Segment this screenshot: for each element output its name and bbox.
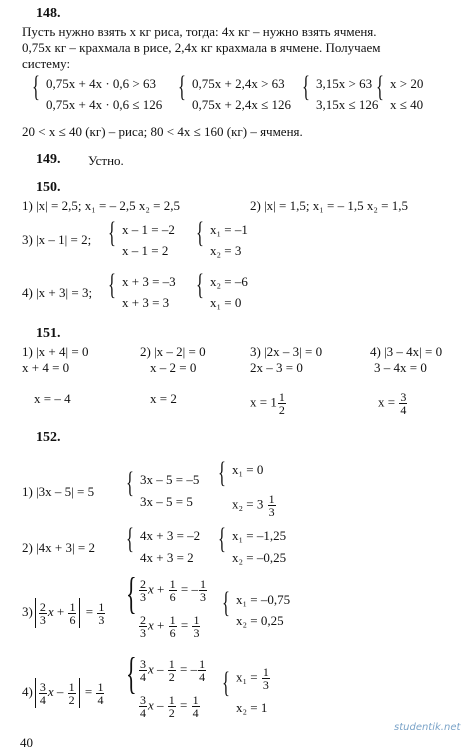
item4-root2: x₁ = 0 [210, 295, 242, 310]
problem-151-c1-step: x + 4 = 0 [22, 360, 70, 375]
system-2-line-b: 0,75x + 2,4x ≤ 126 [192, 97, 291, 112]
problem-152-e3: 3) $\frac{2}{3}$ x + $\frac{1}{6}$ = $\frac{1}{3}$ [22, 599, 105, 627]
system-brace: { [222, 666, 230, 699]
e1-eq1: 3x – 5 = –5 [140, 472, 200, 487]
problem-149-text: Устно. [88, 153, 124, 168]
e3-eq1: $\frac{2}{3}$ x + $\frac{1}{6}$ = – $\frac{1}{3}$ [140, 577, 206, 604]
system-brace: { [218, 456, 226, 489]
problem-148-line2: 0,75x кг – крахмала в рисе, 2,4x кг крахмала в ячмене. Получаем [22, 40, 381, 55]
problem-151-c3-eq: 3) |2x – 3| = 0 [250, 344, 323, 359]
system-brace: { [126, 522, 134, 555]
item3-eq1: x – 1 = –2 [122, 222, 175, 237]
item3-root1: x₁ = –1 [210, 222, 248, 237]
e1-eq2: 3x – 5 = 5 [140, 494, 193, 509]
problem-149-number: 149. [36, 152, 61, 167]
problem-150-item3: 3) |x – 1| = 2; [22, 232, 92, 247]
problem-151-c4-eq: 4) |3 – 4x| = 0 [370, 344, 443, 359]
item4-root1: x₂ = –6 [210, 274, 248, 289]
problem-148-number: 148. [36, 6, 61, 21]
problem-148-line3: систему: [22, 56, 71, 71]
e1-root1: x₁ = 0 [232, 462, 264, 477]
system-brace: { [126, 649, 137, 698]
item3-eq2: x – 1 = 2 [122, 243, 169, 258]
watermark: studentik.net [394, 722, 461, 733]
system-brace: { [108, 216, 116, 249]
problem-151-c2-eq: 2) |x – 2| = 0 [140, 344, 206, 359]
e2-eq1: 4x + 3 = –2 [140, 528, 201, 543]
system-brace: { [196, 268, 204, 301]
system-3-line-b: 3,15x ≤ 126 [316, 97, 379, 112]
system-brace: { [32, 70, 40, 103]
system-4-line-b: x ≤ 40 [390, 97, 424, 112]
e4-eq2: $\frac{3}{4}$ x – $\frac{1}{2}$ = $\frac{1}{4}$ [140, 693, 199, 720]
problem-151-c3-answer: x = 1 $\frac{1}{2}$ [250, 390, 285, 417]
problem-151-c1-eq: 1) |x + 4| = 0 [22, 344, 89, 359]
problem-148-line1: Пусть нужно взять x кг риса, тогда: 4x кг – нужно взять ячменя. [22, 24, 377, 39]
system-brace: { [222, 586, 230, 619]
page-number: 40 [20, 735, 33, 750]
problem-151-c2-answer: x = 2 [150, 391, 177, 406]
problem-148-result: 20 < x ≤ 40 (кг) – риса; 80 < 4x ≤ 160 (кг) – ячменя. [22, 124, 303, 139]
e3-eq2: $\frac{2}{3}$ x + $\frac{1}{6}$ = $\frac{1}{3}$ [140, 613, 200, 640]
problem-151-number: 151. [36, 326, 61, 341]
problem-150-item1: 1) |x| = 2,5; x₁ = – 2,5 x₂ = 2,5 [22, 198, 180, 213]
e3-root2: x₂ = 0,25 [236, 613, 284, 628]
system-brace: { [178, 70, 186, 103]
system-brace: { [126, 569, 137, 618]
item4-eq1: x + 3 = –3 [122, 274, 176, 289]
system-4-line-a: x > 20 [390, 76, 424, 91]
system-2-line-a: 0,75x + 2,4x > 63 [192, 76, 285, 91]
problem-152-e4: 4) $\frac{3}{4}$ x – $\frac{1}{2}$ = $\frac{1}{4}$ [22, 679, 104, 707]
problem-150-item4: 4) |x + 3| = 3; [22, 285, 93, 300]
problem-150-item2: 2) |x| = 1,5; x₁ = – 1,5 x₂ = 1,5 [250, 198, 408, 213]
e3-root1: x₁ = –0,75 [236, 592, 291, 607]
problem-151-c1-answer: x = – 4 [34, 391, 71, 406]
system-brace: { [302, 70, 310, 103]
problem-152-e2: 2) |4x + 3| = 2 [22, 540, 95, 555]
problem-151-c4-answer: x = $\frac{3}{4}$ [378, 390, 407, 417]
system-brace: { [108, 268, 116, 301]
e1-root2: x₂ = 3 $\frac{1}{3}$ [232, 492, 275, 519]
system-1-line-a: 0,75x + 4x · 0,6 > 63 [46, 76, 156, 91]
item4-eq2: x + 3 = 3 [122, 295, 170, 310]
e4-root2: x₂ = 1 [236, 700, 268, 715]
problem-152-number: 152. [36, 430, 61, 445]
item3-root2: x₂ = 3 [210, 243, 242, 258]
system-brace: { [376, 70, 384, 103]
problem-152-e1: 1) |3x – 5| = 5 [22, 484, 95, 499]
e2-root1: x₁ = –1,25 [232, 528, 287, 543]
e4-root1: x₁ = $\frac{1}{3}$ [236, 665, 269, 692]
system-brace: { [196, 216, 204, 249]
problem-151-c2-step: x – 2 = 0 [150, 360, 197, 375]
e2-root2: x₂ = –0,25 [232, 550, 287, 565]
e2-eq2: 4x + 3 = 2 [140, 550, 194, 565]
problem-151-c4-step: 3 – 4x = 0 [374, 360, 427, 375]
problem-151-c3-step: 2x – 3 = 0 [250, 360, 303, 375]
system-brace: { [126, 466, 134, 499]
e4-eq1: $\frac{3}{4}$ x – $\frac{1}{2}$ = – $\frac{1}{4}$ [140, 657, 206, 684]
system-1-line-b: 0,75x + 4x · 0,6 ≤ 126 [46, 97, 163, 112]
problem-150-number: 150. [36, 180, 61, 195]
system-brace: { [218, 522, 226, 555]
system-3-line-a: 3,15x > 63 [316, 76, 373, 91]
